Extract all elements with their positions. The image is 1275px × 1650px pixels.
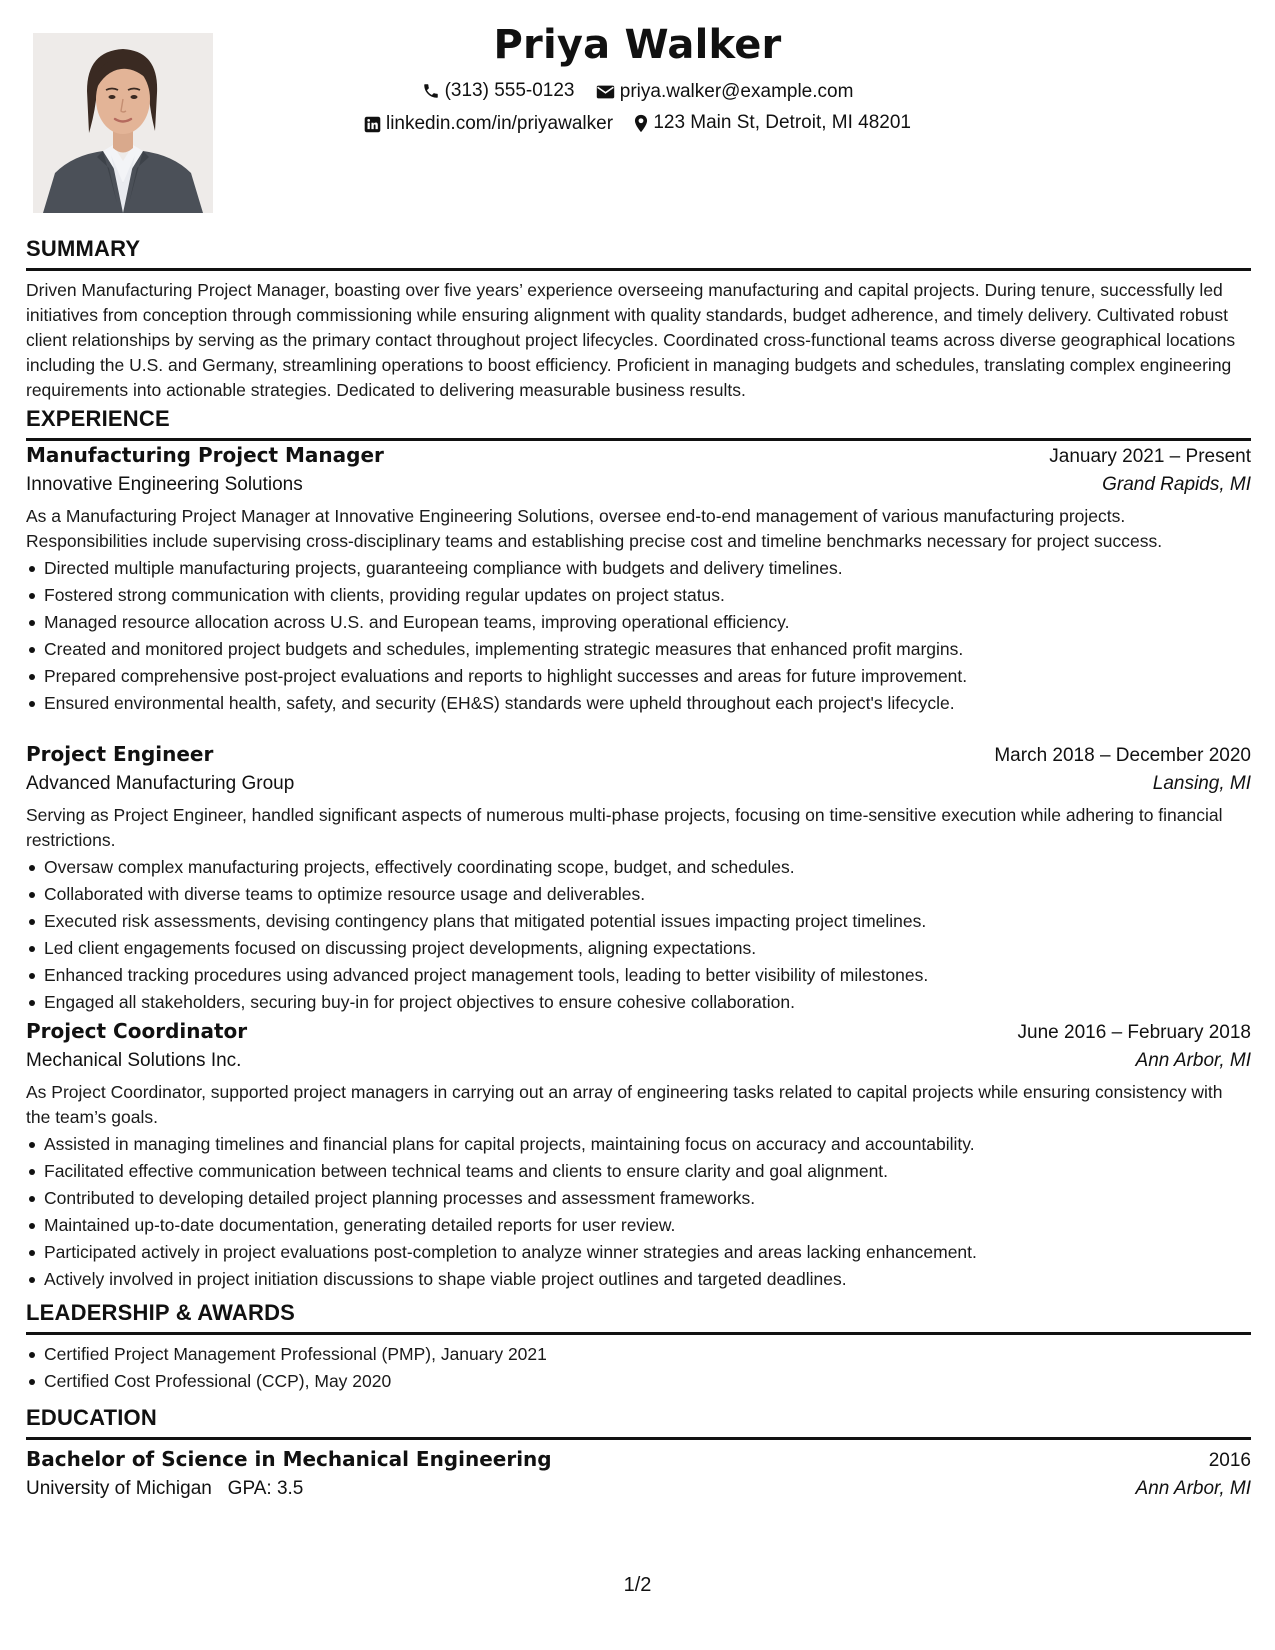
section-title-summary: SUMMARY (26, 236, 1251, 271)
job-description: As a Manufacturing Project Manager at Innovative Engineering Solutions, oversee end-to-end management of various manufacturing projects. Responsibilities include supervising cross-disciplinary teams and establishing precise cost and timeline benchmarks necessary for project success. (26, 506, 1163, 551)
list-item: Collaborated with diverse teams to optimize resource usage and deliverables. (26, 881, 1251, 908)
job-title: Manufacturing Project Manager (26, 443, 384, 467)
job-dates: January 2021 – Present (1049, 446, 1251, 467)
list-item: Executed risk assessments, devising contingency plans that mitigated potential issues impacting project timelines. (26, 908, 1251, 935)
list-item: Engaged all stakeholders, securing buy-in for project objectives to ensure cohesive collaboration. (26, 989, 1251, 1016)
list-item: Facilitated effective communication between technical teams and clients to ensure clarity and goal alignment. (26, 1158, 1251, 1185)
contact-email[interactable] (596, 81, 854, 103)
job-company: Innovative Engineering Solutions (26, 474, 303, 495)
job-description: Serving as Project Engineer, handled significant aspects of numerous multi-phase projects, focusing on time-sensitive execution while adhering to financial restrictions. (26, 805, 1223, 850)
job-dates: March 2018 – December 2020 (994, 745, 1251, 766)
candidate-name: Priya Walker (493, 22, 782, 68)
section-title-education: EDUCATION (26, 1405, 1251, 1440)
degree-name: Bachelor of Science in Mechanical Engineering (26, 1447, 552, 1471)
contact-address (634, 112, 911, 134)
job-bullet-list (26, 854, 1251, 1016)
list-item: Certified Cost Professional (CCP), May 2020 (26, 1368, 1251, 1395)
job-title: Project Engineer (26, 742, 214, 766)
job-company: Advanced Manufacturing Group (26, 773, 295, 794)
summary-section (26, 236, 1251, 403)
page-number: 1/2 (623, 1574, 652, 1596)
list-item: Actively involved in project initiation discussions to shape viable project outlines and targeted deadlines. (26, 1266, 1251, 1293)
list-item: Prepared comprehensive post-project evaluations and reports to highlight successes and areas for future improvement. (26, 663, 1251, 690)
job-entry (26, 1019, 1251, 1293)
graduation-year: 2016 (1208, 1450, 1251, 1471)
experience-section (26, 406, 1251, 441)
summary-text: Driven Manufacturing Project Manager, boasting over five years’ experience overseeing manufacturing and capital projects. During tenure, successfully led initiatives from conception through commissioning while ensuring alignment with quality standards, budget adherence, and timely delivery. Cultivated robust client relationships by serving as the primary contact throughout project lifecycles. Coordinated cross-functional teams across diverse geographical locations including the U.S. and Germany, streamlining operations to boost efficiency. Proficient in managing budgets and schedules, translating complex engineering requirements into actionable strategies. Dedicated to delivering measurable business results. (26, 280, 1236, 400)
school-location: Ann Arbor, MI (1135, 1478, 1251, 1499)
job-dates: June 2016 – February 2018 (1017, 1022, 1251, 1043)
job-bullet-list (26, 555, 1251, 717)
phone-icon (422, 82, 440, 100)
job-location: Ann Arbor, MI (1135, 1050, 1251, 1071)
contact-row-secondary (0, 112, 1275, 139)
linkedin-url[interactable]: linkedin.com/in/priyawalker (385, 113, 614, 134)
street-address: 123 Main St, Detroit, MI 48201 (653, 112, 911, 133)
job-location: Lansing, MI (1152, 773, 1251, 794)
map-pin-icon (634, 114, 648, 133)
list-item: Participated actively in project evaluations post-completion to analyze winner strategies and areas lacking enhancement. (26, 1239, 1251, 1266)
job-entry (26, 742, 1251, 1016)
job-location: Grand Rapids, MI (1102, 474, 1251, 495)
list-item: Maintained up-to-date documentation, generating detailed reports for user review. (26, 1212, 1251, 1239)
job-entry (26, 443, 1251, 717)
job-description: As Project Coordinator, supported project managers in carrying out an array of engineering tasks related to capital projects while ensuring consistency with the team’s goals. (26, 1082, 1223, 1127)
list-item: Enhanced tracking procedures using advanced project management tools, leading to better visibility of milestones. (26, 962, 1251, 989)
contact-phone (422, 80, 575, 102)
linkedin-icon (364, 116, 381, 133)
awards-list (26, 1341, 1251, 1395)
list-item: Created and monitored project budgets and schedules, implementing strategic measures that enhanced profit margins. (26, 636, 1251, 663)
job-bullet-list (26, 1131, 1251, 1293)
list-item: Fostered strong communication with clients, providing regular updates on project status. (26, 582, 1251, 609)
contact-linkedin[interactable] (364, 113, 613, 135)
list-item: Oversaw complex manufacturing projects, effectively coordinating scope, budget, and schedules. (26, 854, 1251, 881)
list-item: Managed resource allocation across U.S. and European teams, improving operational efficiency. (26, 609, 1251, 636)
section-title-leadership: LEADERSHIP & AWARDS (26, 1300, 1251, 1335)
school-name: University of Michigan GPA: 3.5 (26, 1478, 304, 1499)
job-company: Mechanical Solutions Inc. (26, 1050, 242, 1071)
contact-row-primary (0, 80, 1275, 106)
list-item: Led client engagements focused on discussing project developments, aligning expectations. (26, 935, 1251, 962)
list-item: Certified Project Management Professional (PMP), January 2021 (26, 1341, 1251, 1368)
list-item: Contributed to developing detailed project planning processes and assessment frameworks. (26, 1185, 1251, 1212)
list-item: Ensured environmental health, safety, and security (EH&S) standards were upheld throughout each project's lifecycle. (26, 690, 1251, 717)
email-address[interactable]: priya.walker@example.com (619, 81, 854, 102)
phone-number: (313) 555-0123 (444, 80, 575, 101)
section-title-experience: EXPERIENCE (26, 406, 1251, 441)
list-item: Assisted in managing timelines and financial plans for capital projects, maintaining focus on accuracy and accountability. (26, 1131, 1251, 1158)
education-section (26, 1405, 1251, 1500)
envelope-icon (596, 84, 615, 100)
list-item: Directed multiple manufacturing projects, guaranteeing compliance with budgets and delivery timelines. (26, 555, 1251, 582)
job-title: Project Coordinator (26, 1019, 248, 1043)
leadership-section (26, 1300, 1251, 1395)
